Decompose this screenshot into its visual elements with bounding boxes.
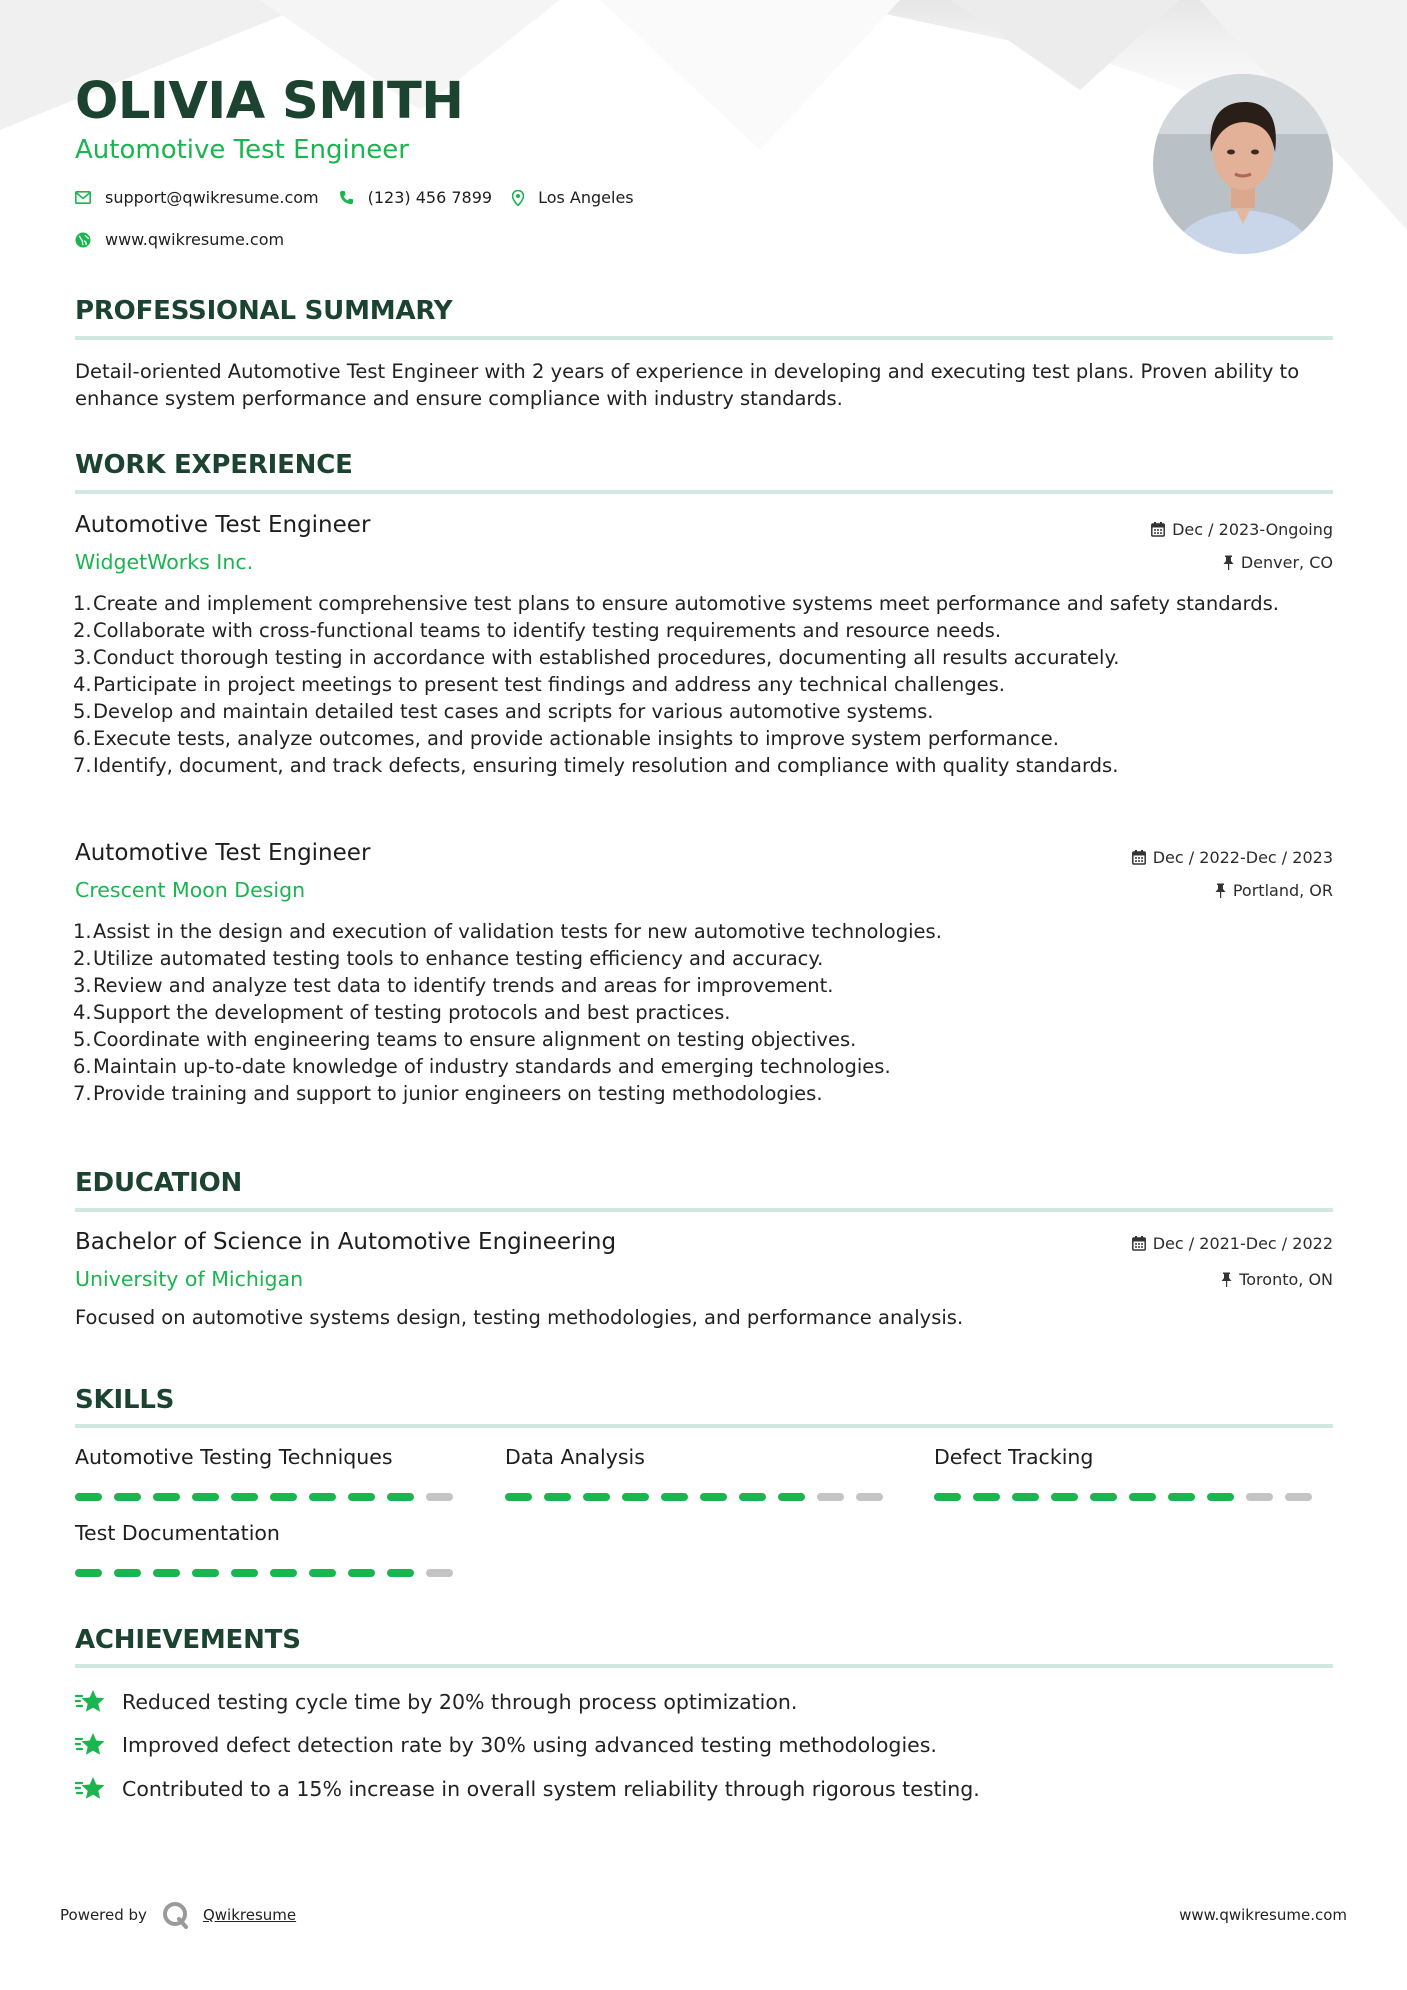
achievement-text: Contributed to a 15% increase in overall system reliability through rigorous testing. xyxy=(122,1777,980,1801)
pushpin-icon xyxy=(1223,555,1234,570)
summary-text: Detail-oriented Automotive Test Engineer with 2 years of experience in developing and executing test plans. Proven ability to enhance system performance and ensure compliance with industry standards. xyxy=(75,360,1300,410)
education-date-text: Dec / 2021-Dec / 2022 xyxy=(1152,1234,1333,1253)
skill-level-dot xyxy=(348,1493,375,1501)
pushpin-icon xyxy=(1215,883,1226,898)
skill-name: Defect Tracking xyxy=(934,1445,1094,1469)
profile-photo xyxy=(1153,74,1333,254)
skill-level-dot xyxy=(309,1493,336,1501)
skill-level-dot xyxy=(153,1569,180,1577)
contact-row xyxy=(75,188,654,207)
powered-by-label: Powered by xyxy=(60,1906,147,1924)
envelope-icon xyxy=(75,191,91,204)
education-date xyxy=(1132,1234,1333,1253)
footer-website[interactable]: www.qwikresume.com xyxy=(1179,1906,1347,1924)
skill-level-meter xyxy=(75,1493,465,1501)
skill-level-dot xyxy=(856,1493,883,1501)
skill-level-dot xyxy=(75,1493,102,1501)
star-icon xyxy=(75,1775,107,1803)
skill-level-dot xyxy=(114,1569,141,1577)
skill-level-dot xyxy=(1285,1493,1312,1501)
star-icon xyxy=(75,1731,107,1759)
skill-level-dot xyxy=(153,1493,180,1501)
skill-level-dot xyxy=(114,1493,141,1501)
education-location xyxy=(1221,1270,1333,1289)
list-item: 4. Support the development of testing protocols and best practices. xyxy=(73,1001,731,1024)
candidate-title: Automotive Test Engineer xyxy=(75,135,409,165)
skill-level-dot xyxy=(270,1493,297,1501)
list-item: 1. Assist in the design and execution of validation tests for new automotive technologies. xyxy=(73,920,942,943)
list-item: 2. Utilize automated testing tools to enhance testing efficiency and accuracy. xyxy=(73,947,824,970)
job-date xyxy=(1151,520,1333,539)
calendar-icon xyxy=(1151,522,1165,537)
list-item: 7. Identify, document, and track defects, ensuring timely resolution and compliance with quality standards. xyxy=(73,754,1119,777)
achievements-heading: ACHIEVEMENTS xyxy=(75,1625,301,1655)
skill-level-dot xyxy=(192,1493,219,1501)
job-title: Automotive Test Engineer xyxy=(75,840,371,866)
job-location xyxy=(1223,553,1333,572)
education-location-text: Toronto, ON xyxy=(1239,1270,1333,1289)
skill-level-dot xyxy=(973,1493,1000,1501)
experience-heading: WORK EXPERIENCE xyxy=(75,450,353,480)
skill-name: Test Documentation xyxy=(75,1521,280,1545)
website-item[interactable] xyxy=(75,230,284,249)
achievement-text: Reduced testing cycle time by 20% through process optimization. xyxy=(122,1690,798,1714)
section-divider xyxy=(75,336,1333,340)
list-item: 5. Develop and maintain detailed test cases and scripts for various automotive systems. xyxy=(73,700,934,723)
phone-item[interactable] xyxy=(339,188,492,207)
list-item: 3. Review and analyze test data to identify trends and areas for improvement. xyxy=(73,974,834,997)
skill-level-dot xyxy=(661,1493,688,1501)
skill-level-dot xyxy=(231,1569,258,1577)
achievement-item xyxy=(75,1731,937,1759)
skill-level-dot xyxy=(1012,1493,1039,1501)
list-item: 1. Create and implement comprehensive test plans to ensure automotive systems meet performance and safety standards. xyxy=(73,592,1279,615)
list-item: 6. Execute tests, analyze outcomes, and provide actionable insights to improve system performance. xyxy=(73,727,1059,750)
skill-level-dot xyxy=(192,1569,219,1577)
skill-level-dot xyxy=(75,1569,102,1577)
calendar-icon xyxy=(1132,1236,1146,1251)
skill-level-dot xyxy=(817,1493,844,1501)
skills-heading: SKILLS xyxy=(75,1385,175,1415)
achievement-item xyxy=(75,1775,980,1803)
job-date-text: Dec / 2023-Ongoing xyxy=(1172,520,1333,539)
email-text: support@qwikresume.com xyxy=(105,188,319,207)
skill-level-dot xyxy=(505,1493,532,1501)
job-company: Crescent Moon Design xyxy=(75,878,306,902)
footer-powered-by xyxy=(60,1900,296,1930)
skill-level-meter xyxy=(75,1569,465,1577)
globe-icon xyxy=(75,232,91,248)
job-bullet-list xyxy=(75,590,1333,779)
job-date-text: Dec / 2022-Dec / 2023 xyxy=(1152,848,1333,867)
skill-level-dot xyxy=(739,1493,766,1501)
skill-level-meter xyxy=(505,1493,895,1501)
skill-level-dot xyxy=(270,1569,297,1577)
section-divider xyxy=(75,1664,1333,1668)
star-icon xyxy=(75,1688,107,1716)
skill-level-dot xyxy=(700,1493,727,1501)
email-item[interactable] xyxy=(75,188,319,207)
skill-level-dot xyxy=(544,1493,571,1501)
website-row xyxy=(75,230,304,249)
location-item xyxy=(512,188,634,207)
skill-level-dot xyxy=(583,1493,610,1501)
skill-level-dot xyxy=(348,1569,375,1577)
job-bullet-list xyxy=(75,918,1333,1107)
list-item: 6. Maintain up-to-date knowledge of industry standards and emerging technologies. xyxy=(73,1055,891,1078)
education-heading: EDUCATION xyxy=(75,1168,243,1198)
skill-level-dot xyxy=(1129,1493,1156,1501)
qwikresume-logo-icon xyxy=(161,1900,191,1930)
skill-level-dot xyxy=(387,1569,414,1577)
job-location xyxy=(1215,881,1333,900)
skill-level-dot xyxy=(1051,1493,1078,1501)
skill-level-dot xyxy=(934,1493,961,1501)
achievement-text: Improved defect detection rate by 30% using advanced testing methodologies. xyxy=(122,1733,937,1757)
list-item: 3. Conduct thorough testing in accordance with established procedures, documenting all results accurately. xyxy=(73,646,1120,669)
job-title: Automotive Test Engineer xyxy=(75,512,371,538)
skill-level-meter xyxy=(934,1493,1324,1501)
skill-level-dot xyxy=(1168,1493,1195,1501)
degree-title: Bachelor of Science in Automotive Engineering xyxy=(75,1229,617,1255)
school-name: University of Michigan xyxy=(75,1267,304,1291)
location-text: Los Angeles xyxy=(538,188,634,207)
skill-item xyxy=(505,1445,885,1475)
education-description: Focused on automotive systems design, testing methodologies, and performance analysis. xyxy=(75,1306,964,1329)
skill-level-dot xyxy=(426,1493,453,1501)
job-location-text: Portland, OR xyxy=(1232,881,1333,900)
skill-level-dot xyxy=(426,1569,453,1577)
list-item: 4. Participate in project meetings to present test findings and address any technical challenges. xyxy=(73,673,1005,696)
qwikresume-link[interactable]: Qwikresume xyxy=(202,1906,297,1924)
map-pin-icon xyxy=(512,190,524,206)
section-divider xyxy=(75,490,1333,494)
skill-item xyxy=(75,1445,455,1475)
skill-level-dot xyxy=(778,1493,805,1501)
skill-level-dot xyxy=(1207,1493,1234,1501)
phone-icon xyxy=(339,190,354,205)
skill-level-dot xyxy=(622,1493,649,1501)
skill-level-dot xyxy=(1246,1493,1273,1501)
website-text: www.qwikresume.com xyxy=(105,230,285,249)
section-divider xyxy=(75,1424,1333,1428)
job-company: WidgetWorks Inc. xyxy=(75,550,254,574)
job-location-text: Denver, CO xyxy=(1240,553,1333,572)
phone-text: (123) 456 7899 xyxy=(367,188,493,207)
skill-level-dot xyxy=(231,1493,258,1501)
section-divider xyxy=(75,1208,1333,1212)
job-date xyxy=(1132,848,1333,867)
candidate-name: OLIVIA SMITH xyxy=(75,72,464,131)
skill-item xyxy=(934,1445,1314,1475)
list-item: 2. Collaborate with cross-functional teams to identify testing requirements and resource needs. xyxy=(73,619,1002,642)
calendar-icon xyxy=(1132,850,1146,865)
achievement-item xyxy=(75,1688,797,1716)
skill-item xyxy=(75,1521,455,1551)
skill-level-dot xyxy=(309,1569,336,1577)
skill-level-dot xyxy=(1090,1493,1117,1501)
list-item: 7. Provide training and support to junior engineers on testing methodologies. xyxy=(73,1082,823,1105)
list-item: 5. Coordinate with engineering teams to ensure alignment on testing objectives. xyxy=(73,1028,857,1051)
skill-level-dot xyxy=(387,1493,414,1501)
skill-name: Data Analysis xyxy=(505,1445,645,1469)
pushpin-icon xyxy=(1221,1272,1232,1287)
summary-heading: PROFESSIONAL SUMMARY xyxy=(75,296,453,326)
skill-name: Automotive Testing Techniques xyxy=(75,1445,393,1469)
